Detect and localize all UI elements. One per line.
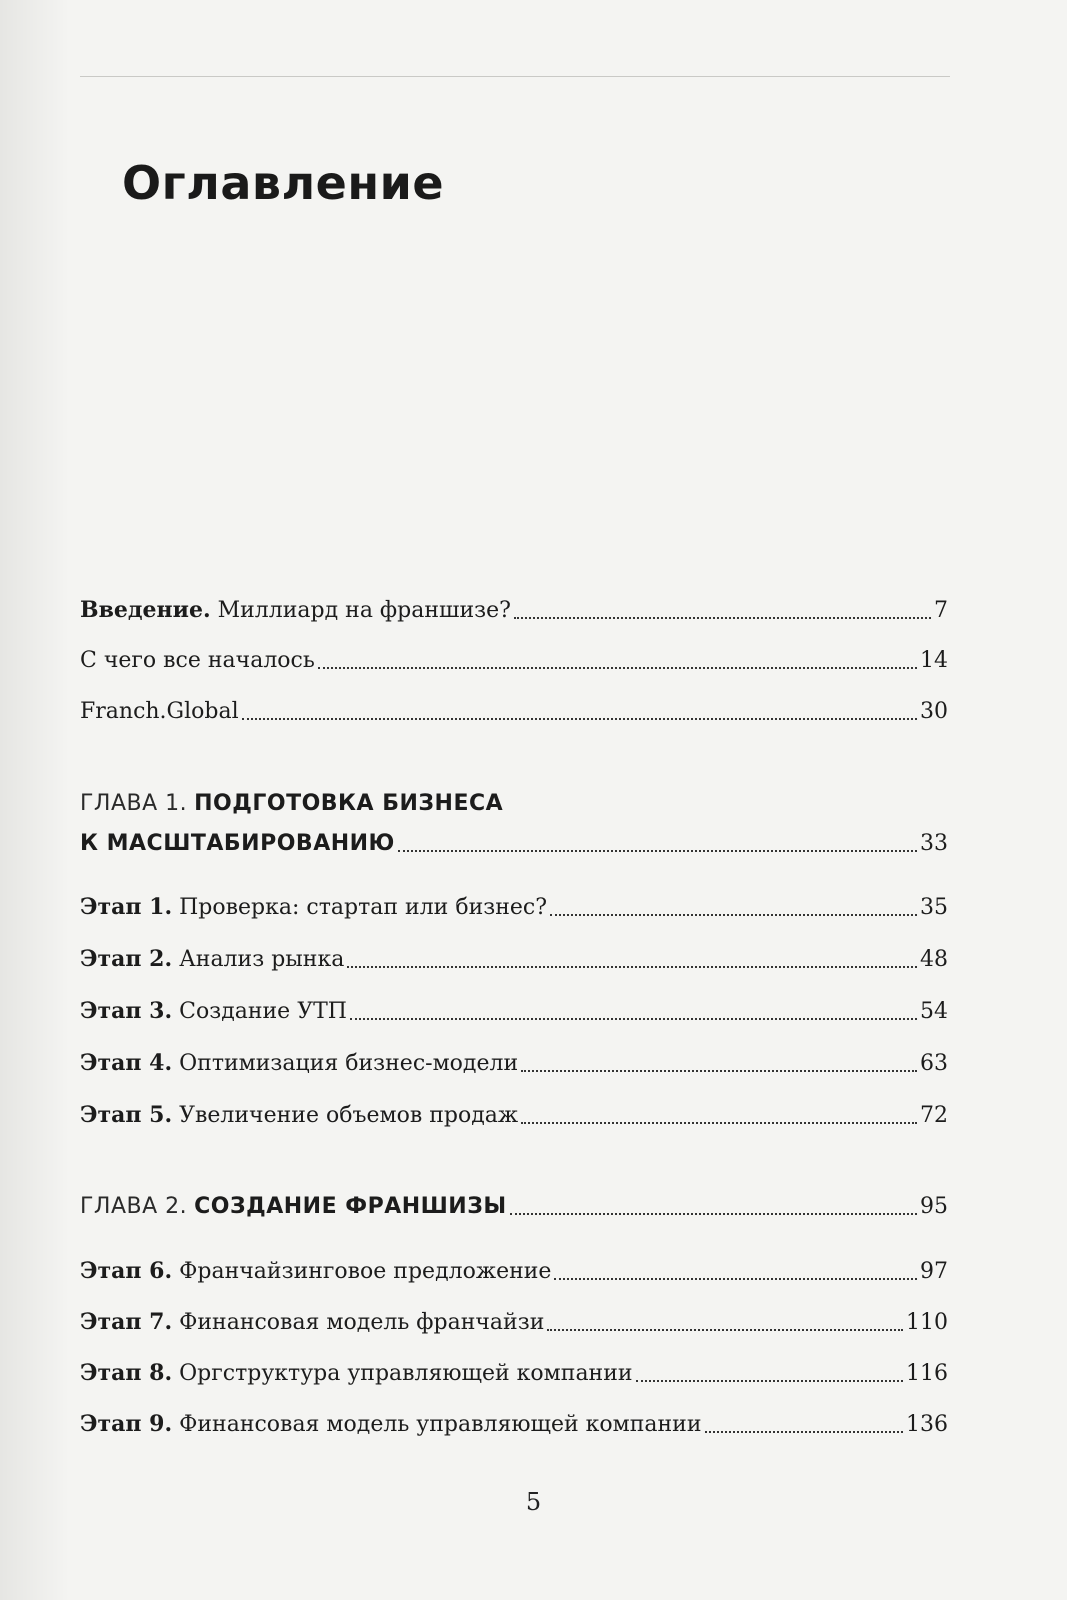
entry-prefix: Этап 7. bbox=[80, 1309, 173, 1335]
chapter-title: К МАСШТАБИРОВАНИЮ bbox=[80, 831, 395, 856]
top-rule bbox=[80, 76, 950, 77]
entry-page: 63 bbox=[920, 1051, 948, 1076]
leader-dots bbox=[521, 1070, 917, 1072]
toc-entry-stage-2[interactable] bbox=[80, 944, 948, 975]
entry-prefix: Этап 4. bbox=[80, 1050, 173, 1076]
entry-prefix: Этап 2. bbox=[80, 946, 173, 972]
entry-title: Создание УТП bbox=[172, 999, 347, 1024]
leader-dots bbox=[550, 914, 917, 916]
toc-entry-stage-4[interactable] bbox=[80, 1048, 948, 1079]
toc-entry-stage-7[interactable] bbox=[80, 1307, 948, 1338]
leader-dots bbox=[521, 1122, 917, 1124]
toc-entry-beginning[interactable] bbox=[80, 646, 948, 676]
leader-dots bbox=[398, 850, 917, 852]
leader-dots bbox=[705, 1431, 904, 1433]
chapter-1-heading-line2[interactable] bbox=[80, 829, 948, 859]
entry-page: 136 bbox=[906, 1412, 948, 1437]
entry-page: 7 bbox=[934, 598, 948, 623]
entry-title: Анализ рынка bbox=[172, 947, 345, 972]
chapter-title: СОЗДАНИЕ ФРАНШИЗЫ bbox=[194, 1194, 507, 1219]
chapter-2-heading[interactable] bbox=[80, 1192, 948, 1222]
entry-page: 48 bbox=[920, 947, 948, 972]
entry-page: 97 bbox=[920, 1259, 948, 1284]
chapter-word: ГЛАВА 1. bbox=[80, 791, 188, 816]
leader-dots bbox=[514, 617, 931, 619]
chapter-1-heading-line1[interactable] bbox=[80, 789, 503, 819]
entry-title: С чего все началось bbox=[80, 648, 315, 673]
leader-dots bbox=[547, 1329, 903, 1331]
entry-title: Оргструктура управляющей компании bbox=[172, 1361, 633, 1386]
chapter-title: ПОДГОТОВКА БИЗНЕСА bbox=[194, 791, 504, 816]
leader-dots bbox=[636, 1380, 903, 1382]
entry-page: 35 bbox=[920, 895, 948, 920]
entry-page: 30 bbox=[920, 699, 948, 724]
entry-prefix: Введение. bbox=[80, 597, 211, 623]
entry-prefix: Этап 1. bbox=[80, 894, 173, 920]
entry-prefix: Этап 6. bbox=[80, 1258, 173, 1284]
entry-prefix: Этап 3. bbox=[80, 998, 173, 1024]
leader-dots bbox=[318, 667, 917, 669]
entry-prefix: Этап 8. bbox=[80, 1360, 173, 1386]
entry-title: Франчайзинговое предложение bbox=[172, 1259, 552, 1284]
toc-entry-stage-8[interactable] bbox=[80, 1358, 948, 1389]
leader-dots bbox=[350, 1018, 917, 1020]
toc-entry-stage-6[interactable] bbox=[80, 1256, 948, 1287]
toc-entry-stage-3[interactable] bbox=[80, 996, 948, 1027]
chapter-word: ГЛАВА 2. bbox=[80, 1194, 188, 1219]
entry-title: Оптимизация бизнес-модели bbox=[172, 1051, 519, 1076]
entry-title: Финансовая модель управляющей компании bbox=[172, 1412, 702, 1437]
entry-prefix: Этап 9. bbox=[80, 1411, 173, 1437]
page-number: 5 bbox=[525, 1488, 542, 1516]
entry-title: Финансовая модель франчайзи bbox=[172, 1310, 545, 1335]
entry-title: Franch.Global bbox=[80, 699, 239, 724]
entry-page: 54 bbox=[920, 999, 948, 1024]
leader-dots bbox=[510, 1213, 917, 1215]
leader-dots bbox=[554, 1278, 917, 1280]
entry-title: Миллиард на франшизе? bbox=[210, 598, 511, 623]
toc-entry-stage-1[interactable] bbox=[80, 892, 948, 923]
entry-page: 72 bbox=[920, 1103, 948, 1128]
entry-page: 110 bbox=[906, 1310, 948, 1335]
toc-entry-stage-5[interactable] bbox=[80, 1100, 948, 1131]
toc-entry-franch-global[interactable] bbox=[80, 697, 948, 727]
leader-dots bbox=[347, 966, 917, 968]
entry-prefix: Этап 5. bbox=[80, 1102, 173, 1128]
entry-title: Увеличение объемов продаж bbox=[172, 1103, 519, 1128]
entry-page: 33 bbox=[920, 831, 948, 856]
toc-entry-stage-9[interactable] bbox=[80, 1409, 948, 1440]
entry-title: Проверка: стартап или бизнес? bbox=[172, 895, 548, 920]
leader-dots bbox=[242, 718, 917, 720]
entry-page: 14 bbox=[920, 648, 948, 673]
toc-entry-intro[interactable] bbox=[80, 595, 948, 626]
entry-page: 95 bbox=[920, 1194, 948, 1219]
page-title: Оглавление bbox=[122, 156, 445, 210]
entry-page: 116 bbox=[906, 1361, 948, 1386]
